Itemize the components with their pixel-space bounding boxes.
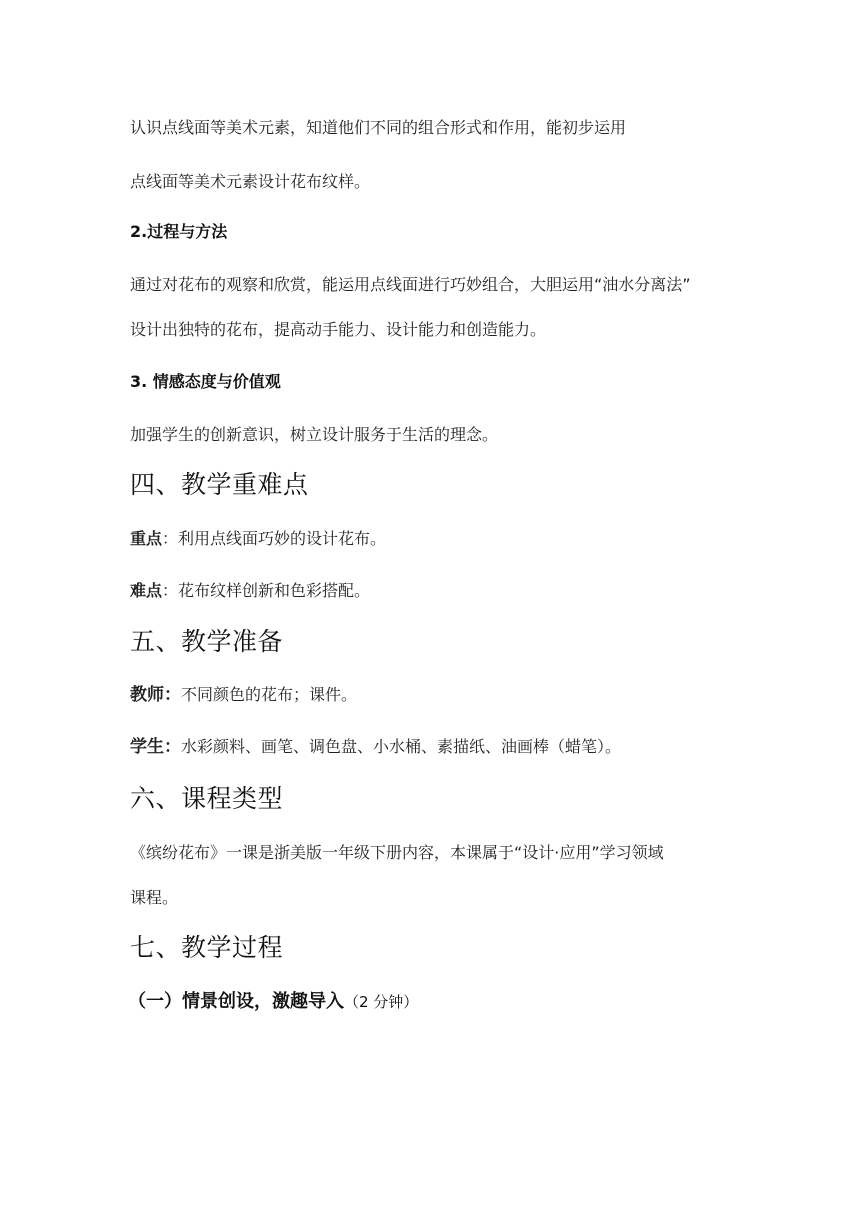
process-heading: 2.过程与方法 xyxy=(130,222,228,241)
emotion-heading: 3. 情感态度与价值观 xyxy=(130,372,281,391)
student-text: 水彩颜料、画笔、调色盘、小水桶、素描纸、油画棒（蜡笔）。 xyxy=(181,737,622,756)
focus-line xyxy=(130,529,386,549)
focus-text: ：利用点线面巧妙的设计花布。 xyxy=(162,529,387,548)
stage-1-time: （2 分钟） xyxy=(344,993,419,1011)
student-line xyxy=(130,737,621,757)
emotion-line-1: 加强学生的创新意识，树立设计服务于生活的理念。 xyxy=(130,425,499,444)
difficulty-text: ：花布纹样创新和色彩搭配。 xyxy=(162,581,371,600)
difficulty-label: 难点 xyxy=(130,581,163,600)
focus-label: 重点 xyxy=(130,529,163,548)
teaching-process-heading: 七、教学过程 xyxy=(130,933,284,962)
teacher-label: 教师： xyxy=(130,685,181,705)
preparation-heading: 五、教学准备 xyxy=(130,627,284,656)
knowledge-line-2: 点线面等美术元素设计花布纹样。 xyxy=(130,172,371,191)
teacher-line xyxy=(130,685,357,705)
difficulty-line xyxy=(130,581,370,601)
stage-1-heading xyxy=(128,991,418,1013)
course-type-heading: 六、课程类型 xyxy=(130,784,284,813)
student-label: 学生： xyxy=(130,737,181,757)
process-line-2: 设计出独特的花布，提高动手能力、设计能力和创造能力。 xyxy=(130,320,547,339)
key-points-heading: 四、教学重难点 xyxy=(130,470,309,499)
stage-1-title: （一）情景创设，激趣导入 xyxy=(128,991,344,1012)
process-line-1: 通过对花布的观察和欣赏，能运用点线面进行巧妙组合，大胆运用“油水分离法” xyxy=(130,275,691,294)
knowledge-line-1: 认识点线面等美术元素，知道他们不同的组合形式和作用，能初步运用 xyxy=(130,118,627,137)
course-type-line-1: 《缤纷花布》一课是浙美版一年级下册内容，本课属于“设计·应用”学习领域 xyxy=(130,843,664,862)
course-type-line-2: 课程。 xyxy=(130,888,179,907)
teacher-text: 不同颜色的花布；课件。 xyxy=(181,685,358,704)
